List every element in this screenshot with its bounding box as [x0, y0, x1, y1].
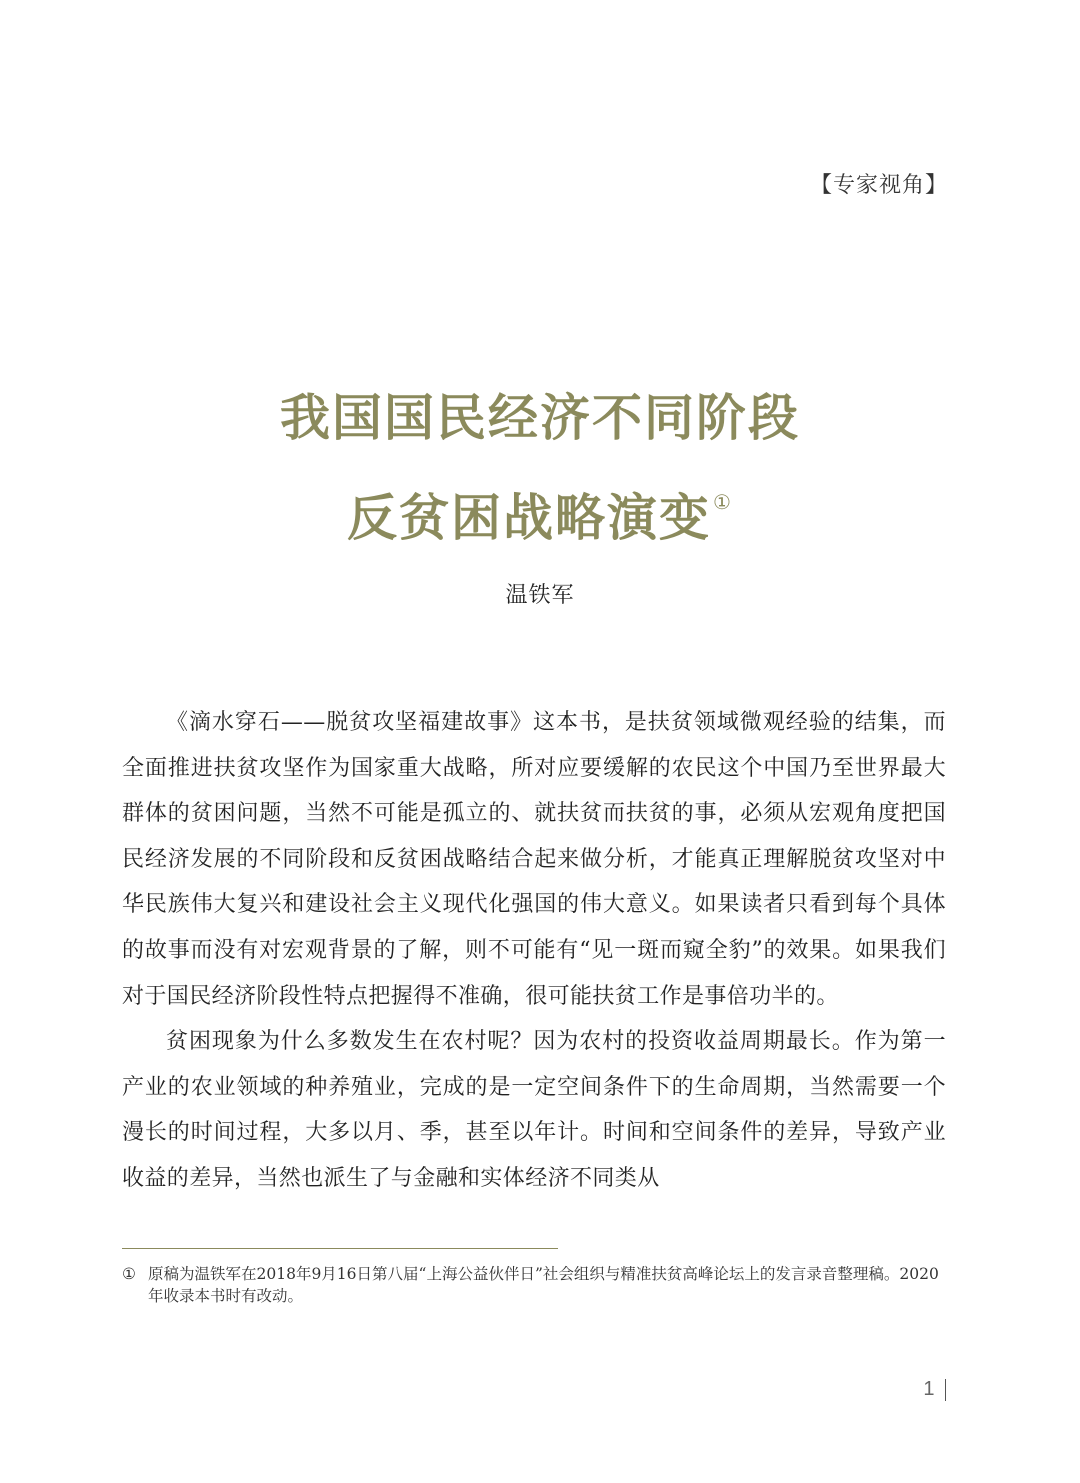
author-name: 温铁军 — [505, 583, 575, 608]
article-body — [122, 700, 946, 1202]
article-title — [0, 376, 1080, 560]
title-line-2-text: 反贫困战略演变 — [347, 488, 712, 547]
footnote — [122, 1263, 946, 1307]
footnote-divider — [122, 1248, 558, 1249]
title-line-1: 我国国民经济不同阶段 — [280, 388, 800, 447]
footnote-marker: ① — [122, 1265, 136, 1283]
footnote-text: 原稿为温铁军在2018年9月16日第八届“上海公益伙伴日”社会组织与精准扶贫高峰论坛上的发言录音整理稿。2020年收录本书时有改动。 — [148, 1265, 939, 1305]
page-number — [923, 1378, 946, 1401]
page-number-value: 1 — [923, 1378, 935, 1400]
title-footnote-marker[interactable]: ① — [713, 490, 733, 514]
paragraph-2: 贫困现象为什么多数发生在农村呢？因为农村的投资收益周期最长。作为第一产业的农业领域的种养殖业，完成的是一定空间条件下的生命周期，当然需要一个漫长的时间过程，大多以月、季，甚至以年计。时间和空间条件的差异，导致产业收益的差异，当然也派生了与金融和实体经济不同类从 — [122, 1029, 946, 1191]
page-number-bar — [945, 1379, 947, 1401]
paragraph-1: 《滴水穿石——脱贫攻坚福建故事》这本书，是扶贫领域微观经验的结集，而全面推进扶贫攻坚作为国家重大战略，所对应要缓解的农民这个中国乃至世界最大群体的贫困问题，当然不可能是孤立的、就扶贫而扶贫的事，必须从宏观角度把国民经济发展的不同阶段和反贫困战略结合起来做分析，才能真正理解脱贫攻坚对中华民族伟大复兴和建设社会主义现代化强国的伟大意义。如果读者只看到每个具体的故事而没有对宏观背景的了解，则不可能有“见一斑而窥全豹”的效果。如果我们对于国民经济阶段性特点把握得不准确，很可能扶贫工作是事倍功半的。 — [122, 710, 946, 1009]
title-line-2 — [0, 460, 1080, 560]
section-tag: 【专家视角】 — [809, 173, 948, 198]
